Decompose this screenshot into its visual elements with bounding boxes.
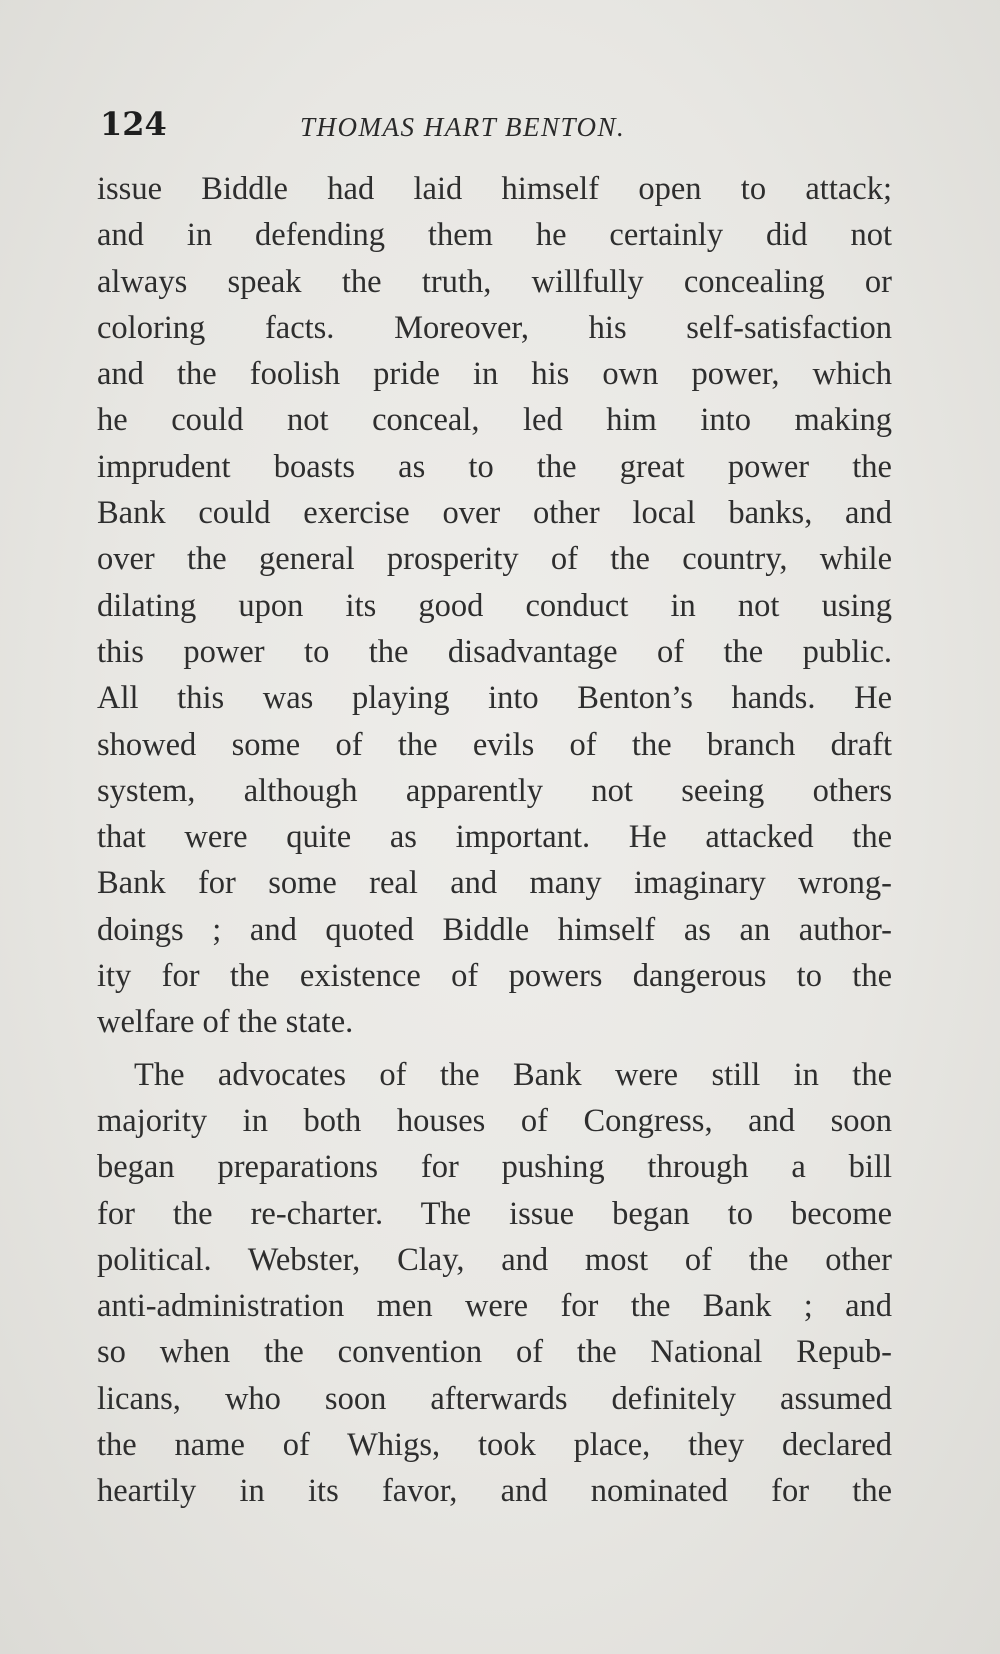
body-text — [97, 166, 892, 1515]
paragraph-1 — [97, 166, 892, 1046]
text-line: welfare of the state. — [97, 1004, 354, 1041]
page-header — [100, 100, 900, 148]
text-line: majority in both houses of Congress, and soon — [97, 1102, 892, 1139]
text-line: the name of Whigs, took place, they declared — [97, 1427, 892, 1464]
running-head: THOMAS HART BENTON. — [300, 112, 626, 142]
text-line: and in defending them he certainly did not — [97, 217, 892, 254]
text-line: issue Biddle had laid himself open to attack; — [97, 171, 892, 207]
text-line: Bank could exercise over other local banks, and — [97, 495, 892, 532]
text-line: so when the convention of the National Repub- — [97, 1334, 892, 1371]
text-line: this power to the disadvantage of the public. — [97, 633, 892, 670]
text-line: over the general prosperity of the country, while — [97, 541, 892, 578]
text-line: political. Webster, Clay, and most of the other — [97, 1241, 892, 1278]
text-line: ity for the existence of powers dangerous to the — [97, 958, 892, 995]
text-line: began preparations for pushing through a bill — [97, 1149, 892, 1186]
text-line: system, although apparently not seeing others — [97, 772, 892, 809]
text-line: that were quite as important. He attacked the — [97, 819, 892, 856]
text-line: anti-administration men were for the Bank ; and — [97, 1288, 892, 1325]
text-line: heartily in its favor, and nominated for the — [97, 1473, 892, 1510]
text-line: always speak the truth, willfully concealing or — [97, 263, 892, 300]
text-line: imprudent boasts as to the great power the — [97, 448, 892, 485]
text-line: licans, who soon afterwards definitely assumed — [97, 1380, 892, 1417]
text-line: doings ; and quoted Biddle himself as an author- — [97, 911, 892, 948]
page-number: 124 — [100, 105, 167, 143]
text-line: dilating upon its good conduct in not using — [97, 587, 892, 624]
text-line: coloring facts. Moreover, his self-satisfaction — [97, 309, 892, 346]
text-line: All this was playing into Benton’s hands. He — [97, 680, 892, 717]
text-line: The advocates of the Bank were still in the — [134, 1056, 892, 1093]
text-line: for the re-charter. The issue began to become — [97, 1195, 892, 1232]
paragraph-2 — [97, 1052, 892, 1515]
text-line: Bank for some real and many imaginary wrong- — [97, 865, 892, 902]
text-line: showed some of the evils of the branch draft — [97, 726, 892, 763]
text-line: and the foolish pride in his own power, which — [97, 356, 892, 393]
text-line: he could not conceal, led him into making — [97, 402, 892, 439]
